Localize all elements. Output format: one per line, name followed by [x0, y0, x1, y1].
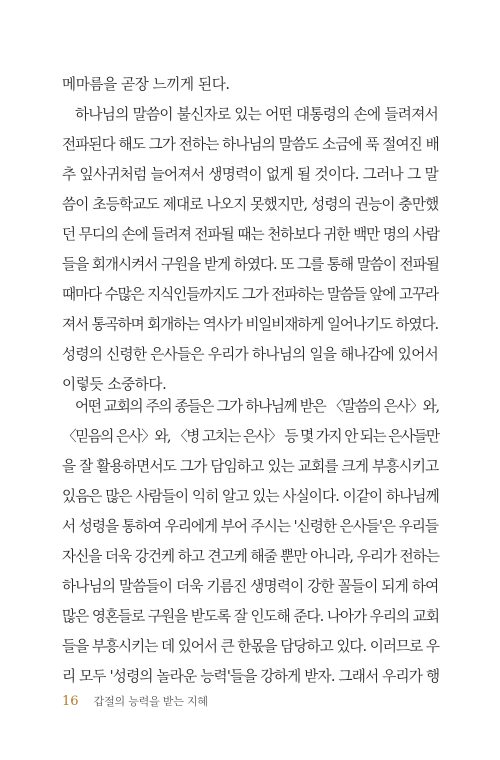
text-line: 져서 통곡하며 회개하는 역사가 비일비재하게 일어나기도 하였다.	[62, 316, 438, 333]
text-line: 씀이 초등학교도 제대로 나오지 못했지만, 성령의 권능이 충만했	[62, 196, 439, 213]
text-line: 리 모두 '성령의 놀라운 능력'들을 강하게 받자. 그래서 우리가 행	[62, 668, 440, 685]
text-line: 어떤 교회의 주의 종들은 그가 하나님께 받은 〈말씀의 은사〉와,	[75, 398, 439, 415]
page-number: 16	[62, 694, 79, 709]
text-line: 자신을 더욱 강건케 하고 견고케 해줄 뿐만 아니라, 우리가 전하는	[62, 548, 439, 565]
text-line: 서 성령을 통하여 우리에게 부어 주시는 '신령한 은사들'은 우리들	[62, 518, 438, 535]
text-line: 성령의 신령한 은사들은 우리가 하나님의 일을 해나감에 있어서	[62, 346, 438, 363]
text-line: 추 잎사귀처럼 늘어져서 생명력이 없게 될 것이다. 그러나 그 말	[62, 166, 438, 183]
running-title: 갑절의 능력을 받는 지혜	[93, 695, 208, 708]
text-line: 하나님의 말씀이 불신자로 있는 어떤 대통령의 손에 들려져서	[75, 106, 438, 123]
page-footer	[62, 690, 208, 710]
text-line: 많은 영혼들로 구원을 받도록 잘 인도해 준다. 나아가 우리의 교회	[62, 608, 439, 625]
paragraph-2	[62, 392, 438, 692]
text-line: 들을 부흥시키는 데 있어서 큰 한몫을 담당하고 있다. 이러므로 우	[62, 638, 439, 655]
text-line: 〈믿음의 은사〉와, 〈병 고치는 은사〉 등 몇 가지 안 되는 은사들만	[62, 428, 439, 445]
text-line: 을 잘 활용하면서도 그가 담임하고 있는 교회를 크게 부흥시키고	[62, 458, 439, 475]
text-line: 메마름을 곧장 느끼게 된다.	[62, 76, 230, 93]
text-line: 때마다 수많은 지식인들까지도 그가 전파하는 말씀들 앞에 고꾸라	[62, 286, 438, 303]
text-line: 있음은 많은 사람들이 익히 알고 있는 사실이다. 이같이 하나님께	[62, 488, 439, 505]
text-line: 들을 회개시켜서 구원을 받게 하였다. 또 그를 통해 말씀이 전파될	[62, 256, 439, 273]
paragraph-1	[62, 70, 438, 400]
text-line: 이렇듯 소중하다.	[62, 376, 167, 393]
text-line: 던 무디의 손에 들려져 전파될 때는 천하보다 귀한 백만 명의 사람	[62, 226, 439, 243]
text-line: 전파된다 해도 그가 전하는 하나님의 말씀도 소금에 푹 절여진 배	[62, 136, 439, 153]
text-line: 하나님의 말씀들이 더욱 기름진 생명력이 강한 꼴들이 되게 하여	[62, 578, 439, 595]
